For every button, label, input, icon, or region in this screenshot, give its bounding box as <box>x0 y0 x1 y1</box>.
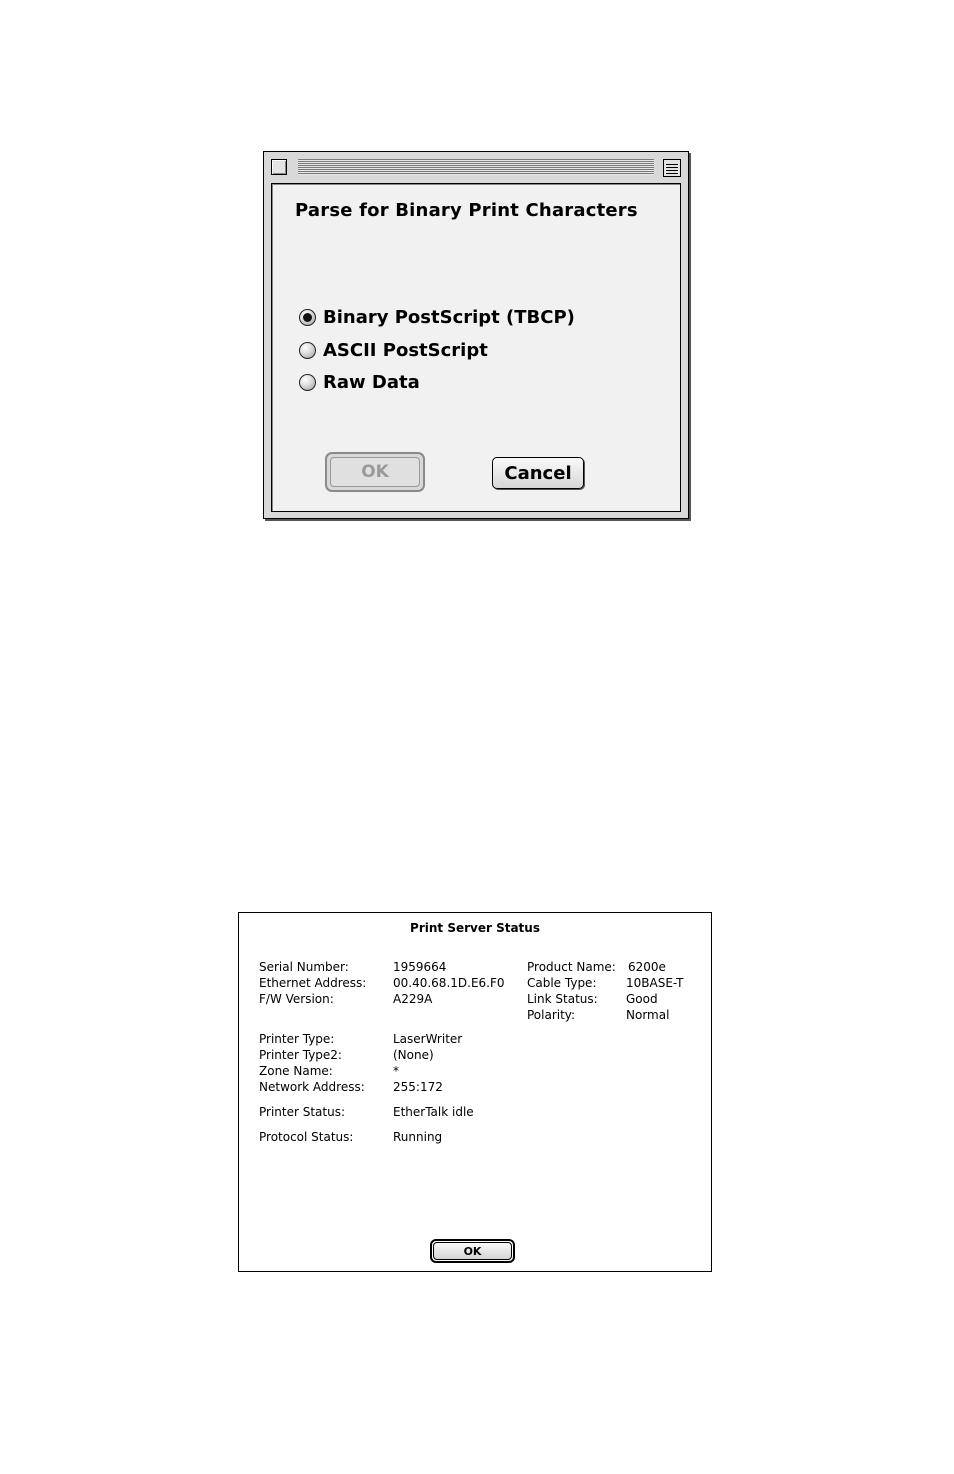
protocol-status-label: Protocol Status: <box>259 1130 354 1144</box>
zone-name-value: * <box>393 1064 399 1078</box>
dialog-title: Print Server Status <box>410 921 540 935</box>
network-address-label: Network Address: <box>259 1080 365 1094</box>
parse-binary-dialog <box>263 151 689 519</box>
ok-button-disabled <box>325 452 425 492</box>
serial-number-value: 1959664 <box>393 960 447 974</box>
dialog-heading: Parse for Binary Print Characters <box>295 200 638 221</box>
protocol-status-value: Running <box>393 1130 443 1144</box>
printer-type2-value: (None) <box>393 1048 434 1062</box>
product-name-value: 6200e <box>628 960 666 974</box>
cancel-button[interactable]: Cancel <box>492 457 584 489</box>
printer-type-label: Printer Type: <box>259 1032 335 1046</box>
serial-number-label: Serial Number: <box>259 960 349 974</box>
polarity-label: Polarity: <box>527 1008 576 1022</box>
cable-type-value: 10BASE-T <box>626 976 684 990</box>
link-status-value: Good <box>626 992 658 1006</box>
network-address-value: 255:172 <box>393 1080 443 1094</box>
link-status-label: Link Status: <box>527 992 598 1006</box>
ethernet-address-value: 00.40.68.1D.E6.F0 <box>393 976 505 990</box>
radio-button-icon[interactable] <box>299 342 316 359</box>
ok-button[interactable] <box>430 1239 515 1263</box>
ok-button-label: OK <box>330 457 420 487</box>
dialog-content <box>271 183 681 512</box>
printer-status-value: EtherTalk idle <box>393 1105 474 1119</box>
radio-label: Raw Data <box>323 371 420 393</box>
radio-option-raw-data[interactable] <box>299 369 420 395</box>
zoom-box-icon[interactable] <box>663 159 681 177</box>
polarity-value: Normal <box>626 1008 670 1022</box>
radio-button-checked-icon[interactable] <box>299 309 316 326</box>
print-server-status-dialog <box>238 912 712 1272</box>
radio-label: ASCII PostScript <box>323 339 488 361</box>
printer-status-label: Printer Status: <box>259 1105 346 1119</box>
fw-version-value: A229A <box>393 992 433 1006</box>
printer-type2-label: Printer Type2: <box>259 1048 342 1062</box>
product-name-label: Product Name: <box>527 960 616 974</box>
radio-button-icon[interactable] <box>299 374 316 391</box>
close-box-icon[interactable] <box>271 159 287 175</box>
fw-version-label: F/W Version: <box>259 992 334 1006</box>
radio-option-ascii-postscript[interactable] <box>299 337 488 363</box>
dialog-title-bar[interactable] <box>264 152 688 182</box>
zone-name-label: Zone Name: <box>259 1064 333 1078</box>
cable-type-label: Cable Type: <box>527 976 597 990</box>
radio-label: Binary PostScript (TBCP) <box>323 306 575 328</box>
radio-option-binary-postscript[interactable] <box>299 304 575 330</box>
printer-type-value: LaserWriter <box>393 1032 463 1046</box>
title-bar-stripes <box>298 159 654 175</box>
ethernet-address-label: Ethernet Address: <box>259 976 367 990</box>
ok-button-label[interactable]: OK <box>433 1242 512 1260</box>
